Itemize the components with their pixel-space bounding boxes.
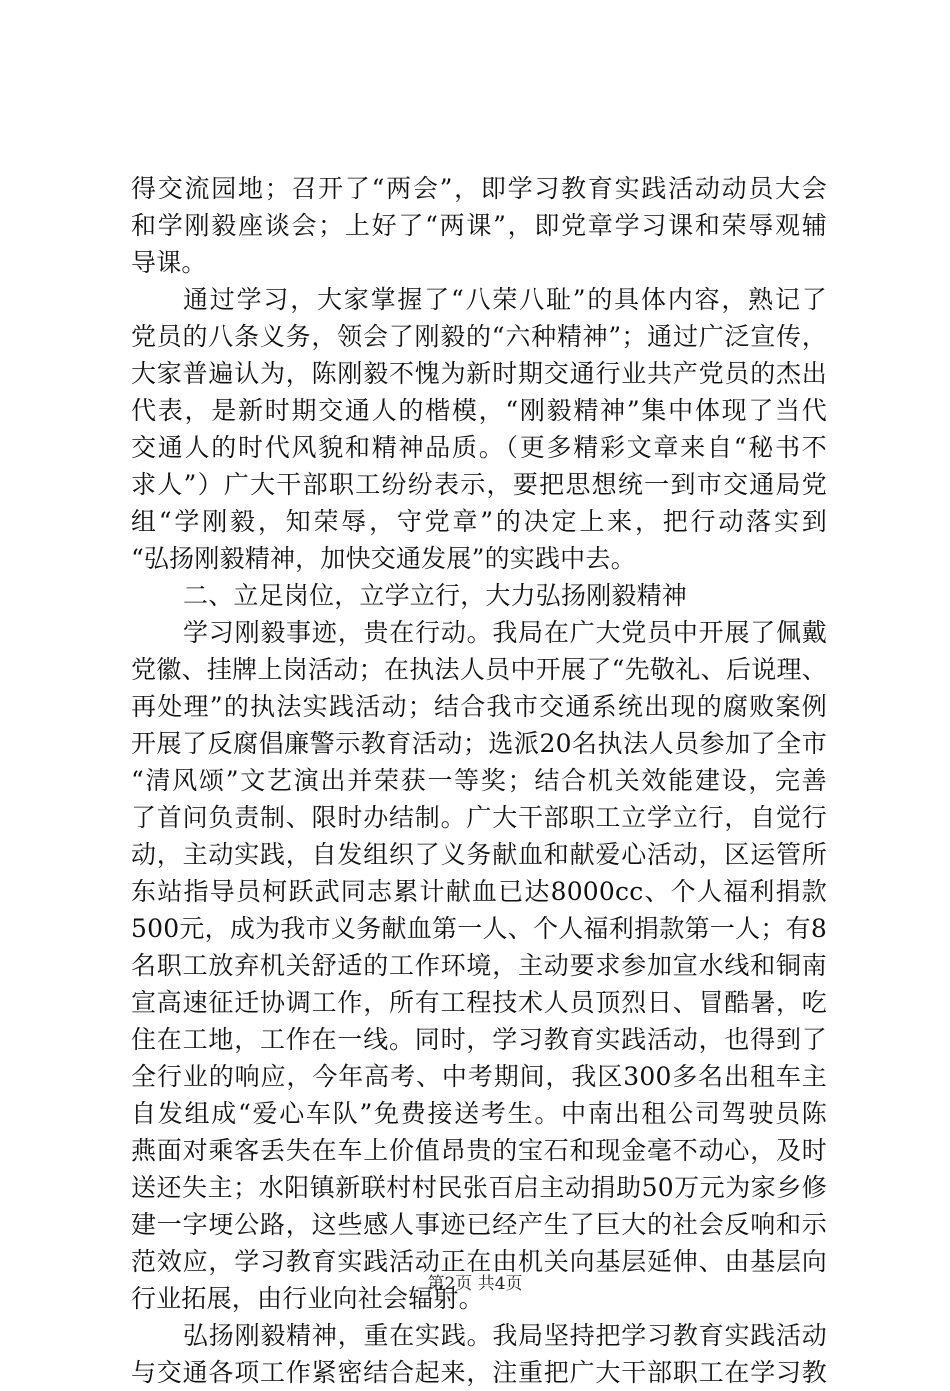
text-line: 动，主动实践，自发组织了义务献血和献爱心活动，区运管所 xyxy=(131,840,827,869)
text-line: 宣高速征迁协调工作，所有工程技术人员顶烈日、冒酷暑，吃 xyxy=(131,988,827,1017)
text-line: 党员的八条义务，领会了刚毅的“六种精神”；通过广泛宣传， xyxy=(131,322,827,351)
text-line: 住在工地，工作在一线。同时，学习教育实践活动，也得到了 xyxy=(131,1025,827,1054)
text-line: 东站指导员柯跃武同志累计献血已达8000cc、个人福利捐款 xyxy=(131,877,827,906)
text-line: 代表，是新时期交通人的楷模，“刚毅精神”集中体现了当代 xyxy=(131,396,827,425)
text-line: 自发组成“爱心车队”免费接送考生。中南出租公司驾驶员陈 xyxy=(131,1099,827,1128)
text-line: 建一字埂公路，这些感人事迹已经产生了巨大的社会反响和示 xyxy=(131,1210,827,1239)
text-line: “清风颂”文艺演出并荣获一等奖；结合机关效能建设，完善 xyxy=(131,766,827,795)
text-line: 通过学习，大家掌握了“八荣八耻”的具体内容，熟记了 xyxy=(183,285,827,314)
document-body xyxy=(131,170,827,1391)
text-line: 学习刚毅事迹，贵在行动。我局在广大党员中开展了佩戴 xyxy=(183,618,827,647)
text-line: 和学刚毅座谈会；上好了“两课”，即党章学习课和荣辱观辅 xyxy=(131,211,827,240)
text-line: 500元，成为我市义务献血第一人、个人福利捐款第一人；有8 xyxy=(131,914,827,943)
text-line: 燕面对乘客丢失在车上价值昂贵的宝石和现金毫不动心，及时 xyxy=(131,1136,827,1165)
text-line: 组“学刚毅，知荣辱，守党章”的决定上来，把行动落实到 xyxy=(131,507,827,536)
text-line: 交通人的时代风貌和精神品质。（更多精彩文章来自“秘书不 xyxy=(131,433,827,462)
text-line: 开展了反腐倡廉警示教育活动；选派20名执法人员参加了全市 xyxy=(131,729,827,758)
text-line: 了首问负责制、限时办结制。广大干部职工立学立行，自觉行 xyxy=(131,803,827,832)
text-line: 行业拓展，由行业向社会辐射。 xyxy=(131,1284,484,1313)
text-line: 范效应，学习教育实践活动正在由机关向基层延伸、由基层向 xyxy=(131,1247,827,1276)
text-line: 全行业的响应，今年高考、中考期间，我区300多名出租车主 xyxy=(131,1062,827,1091)
text-line: 导课。 xyxy=(131,248,207,277)
text-line: “弘扬刚毅精神，加快交通发展”的实践中去。 xyxy=(131,544,636,573)
text-line: 得交流园地；召开了“两会”，即学习教育实践活动动员大会 xyxy=(131,174,827,203)
text-line: 与交通各项工作紧密结合起来，注重把广大干部职工在学习教 xyxy=(131,1358,827,1387)
page-footer: 第2页 共4页 xyxy=(427,1274,523,1294)
text-line: 大家普遍认为，陈刚毅不愧为新时期交通行业共产党员的杰出 xyxy=(131,359,827,388)
text-line: 二、立足岗位，立学立行，大力弘扬刚毅精神 xyxy=(183,581,688,610)
text-line: 名职工放弃机关舒适的工作环境，主动要求参加宣水线和铜南 xyxy=(131,951,827,980)
text-line: 求人”）广大干部职工纷纷表示，要把思想统一到市交通局党 xyxy=(131,470,827,499)
text-line: 弘扬刚毅精神，重在实践。我局坚持把学习教育实践活动 xyxy=(183,1321,827,1350)
text-line: 再处理”的执法实践活动；结合我市交通系统出现的腐败案例 xyxy=(131,692,827,721)
text-line: 党徽、挂牌上岗活动；在执法人员中开展了“先敬礼、后说理、 xyxy=(131,655,827,684)
text-line: 送还失主；水阳镇新联村村民张百启主动捐助50万元为家乡修 xyxy=(131,1173,827,1202)
